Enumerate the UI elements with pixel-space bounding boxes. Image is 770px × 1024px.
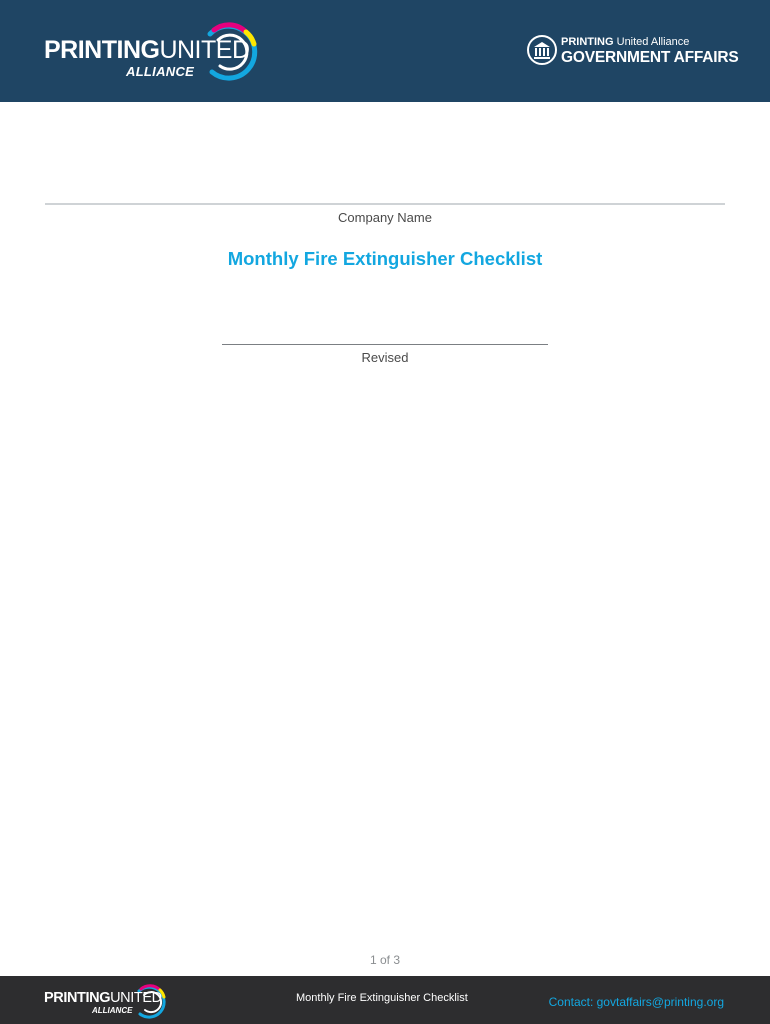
- document-title: Monthly Fire Extinguisher Checklist: [227, 248, 543, 269]
- gov-logo-line1: PRINTING United Alliance: [561, 36, 690, 48]
- footer-logo-subtitle: ALLIANCE: [92, 1006, 133, 1015]
- revised-label: Revised: [361, 350, 409, 365]
- footer-document-title: Monthly Fire Extinguisher Checklist: [296, 992, 468, 1004]
- company-name-label: Company Name: [338, 210, 432, 225]
- page-footer: [0, 976, 770, 1024]
- logo-wordmark: PRINTINGUNITED: [44, 36, 250, 64]
- footer-contact-email[interactable]: Contact: govtaffairs@printing.org: [548, 995, 724, 1009]
- logo-subtitle: ALLIANCE: [126, 64, 195, 79]
- government-affairs-logo: [527, 34, 739, 70]
- gov-logo-line2: GOVERNMENT AFFAIRS: [561, 49, 739, 66]
- page-header: [0, 0, 770, 102]
- footer-logo: [44, 982, 169, 1020]
- revised-rule: [222, 344, 548, 345]
- page-number: 1 of 3: [369, 953, 401, 967]
- capitol-building-icon: [527, 34, 557, 66]
- company-name-rule: [45, 203, 725, 205]
- footer-logo-wordmark: PRINTINGUNITED: [44, 990, 162, 1006]
- printing-united-alliance-logo: [44, 22, 259, 82]
